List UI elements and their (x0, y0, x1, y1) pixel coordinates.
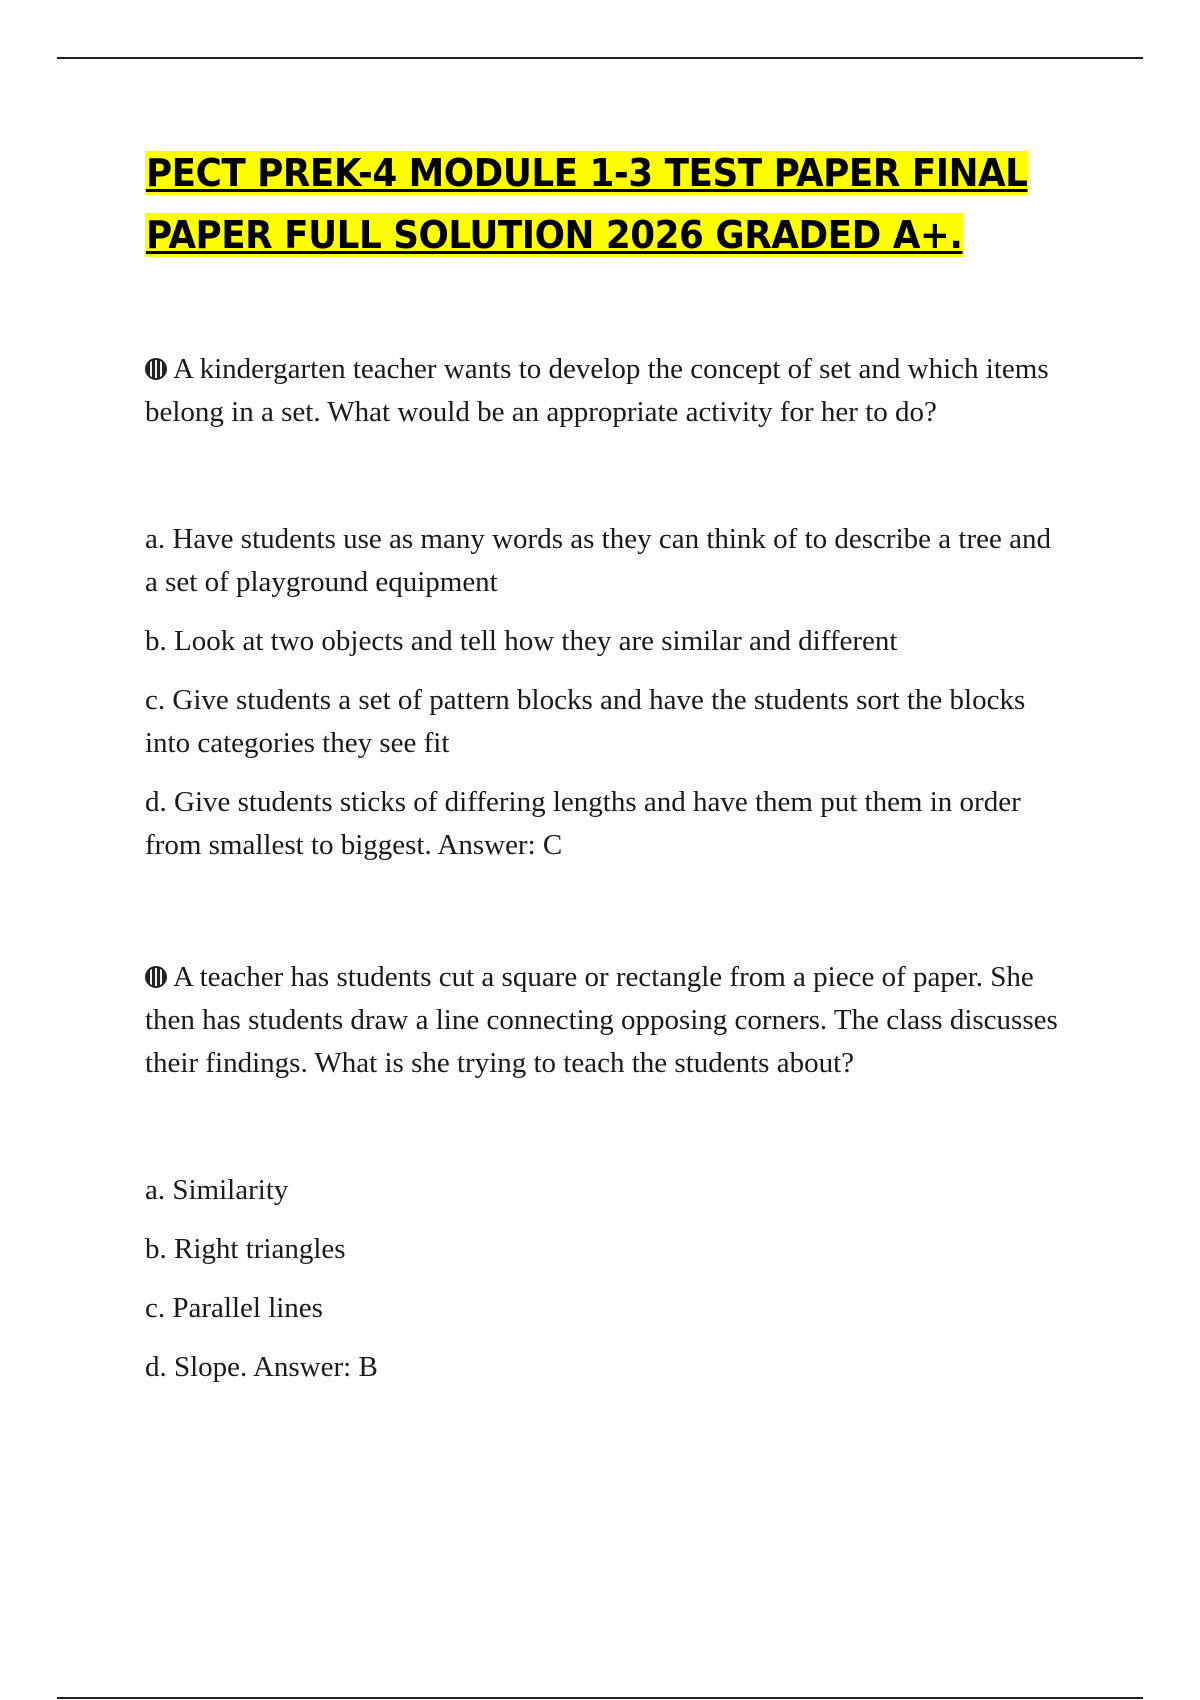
question-1-option-a: a. Have students use as many words as they can think of to describe a tree and a set of playground equipment (145, 523, 1051, 598)
document-title (145, 142, 1066, 266)
bottom-rule (57, 1697, 1143, 1699)
question-2 (145, 956, 1065, 1085)
question-2-option-d: d. Slope. Answer: B (145, 1351, 378, 1383)
question-2-options (145, 1169, 1065, 1389)
document-title-text: PECT PREK-4 MODULE 1-3 TEST PAPER FINAL PAPER FULL SOLUTION 2026 GRADED A+. (145, 151, 1028, 257)
top-rule (57, 57, 1143, 59)
question-2-option-b: b. Right triangles (145, 1233, 346, 1265)
bullet-icon (145, 966, 167, 988)
document-content (145, 142, 1065, 1405)
question-2-text: A teacher has students cut a square or rectangle from a piece of paper. She then has students draw a line connecting opposing corners. The class discusses their findings. What is she trying to teach the students about? (145, 961, 1058, 1079)
question-1 (145, 348, 1065, 434)
question-1-option-b: b. Look at two objects and tell how they are similar and different (145, 625, 898, 657)
question-2-option-c: c. Parallel lines (145, 1292, 323, 1324)
bullet-icon (145, 358, 167, 380)
question-2-option-a: a. Similarity (145, 1174, 289, 1206)
question-1-option-c: c. Give students a set of pattern blocks and have the students sort the blocks into categories they see fit (145, 684, 1026, 759)
question-1-options (145, 518, 1065, 867)
spacer (145, 883, 1065, 956)
question-1-text: A kindergarten teacher wants to develop the concept of set and which items belong in a set. What would be an appropriate activity for her to do? (145, 353, 1049, 428)
question-1-option-d: d. Give students sticks of differing lengths and have them put them in order from smallest to biggest. Answer: C (145, 786, 1021, 861)
